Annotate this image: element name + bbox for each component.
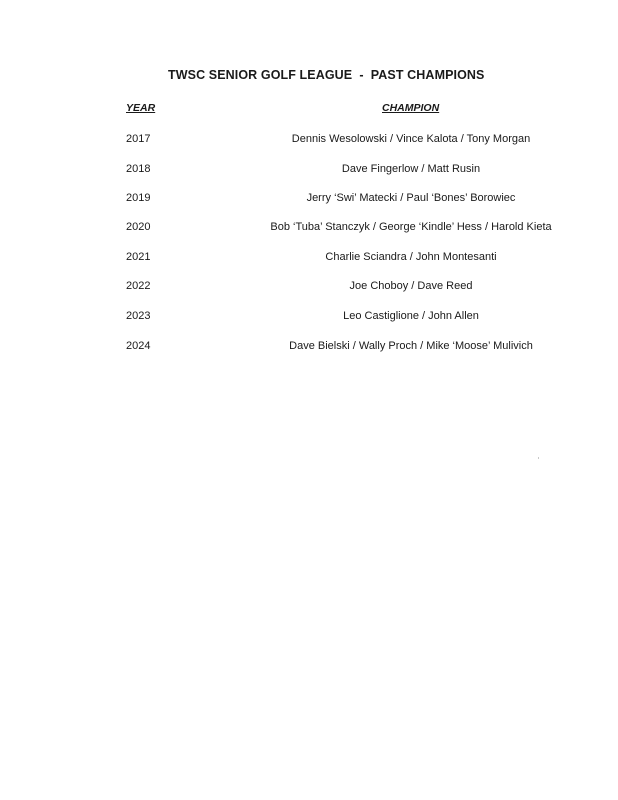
table-row: [0, 221, 618, 237]
champion-cell: Dave Fingerlow / Matt Rusin: [341, 163, 481, 175]
year-cell: 2021: [126, 251, 151, 263]
table-row: [0, 280, 618, 296]
year-cell: 2022: [126, 280, 151, 292]
champion-cell: Leo Castiglione / John Allen: [343, 310, 479, 322]
year-cell: 2024: [126, 340, 151, 352]
champion-cell: Joe Choboy / Dave Reed: [349, 280, 473, 292]
champion-cell: Dennis Wesolowski / Vince Kalota / Tony Morgan: [291, 133, 531, 145]
year-cell: 2017: [126, 133, 151, 145]
table-row: [0, 310, 618, 326]
table-row: [0, 192, 618, 208]
year-cell: 2018: [126, 163, 151, 175]
table-row: [0, 133, 618, 149]
year-cell: 2023: [126, 310, 151, 322]
column-header-champion: CHAMPION: [382, 102, 440, 114]
table-row: [0, 251, 618, 267]
scan-speck: [538, 457, 539, 459]
champion-cell: Charlie Sciandra / John Montesanti: [325, 251, 497, 263]
champion-cell: Bob ‘Tuba’ Stanczyk / George ‘Kindle’ Hess / Harold Kieta: [270, 221, 552, 233]
table-row: [0, 340, 618, 356]
champion-cell: Jerry ‘Swi’ Matecki / Paul ‘Bones’ Borowiec: [306, 192, 516, 204]
column-header-year: YEAR: [126, 102, 156, 114]
year-cell: 2020: [126, 221, 151, 233]
champion-cell: Dave Bielski / Wally Proch / Mike ‘Moose’ Mulivich: [289, 340, 533, 352]
page-title: TWSC SENIOR GOLF LEAGUE - PAST CHAMPIONS: [168, 68, 485, 82]
year-cell: 2019: [126, 192, 151, 204]
table-row: [0, 163, 618, 179]
